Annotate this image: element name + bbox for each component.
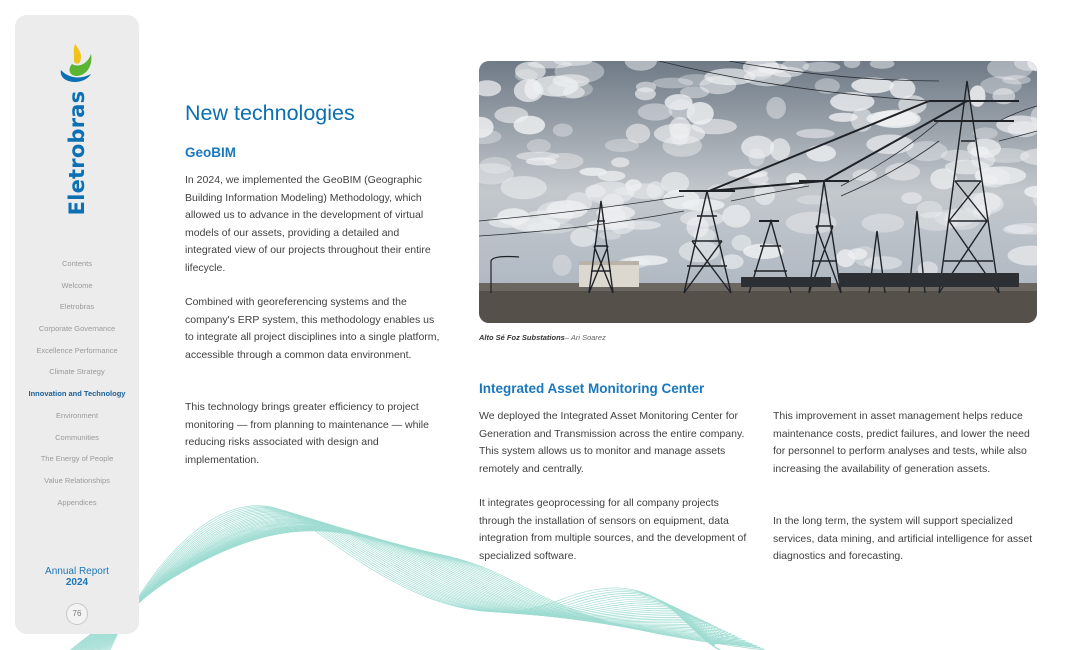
- nav-item-innovation-technology[interactable]: Innovation and Technology: [28, 389, 126, 399]
- eletrobras-wordmark: Eletrobras: [65, 90, 89, 216]
- sidebar-nav: [15, 253, 139, 513]
- nav-item-value-relationships[interactable]: Value Relationships: [44, 475, 110, 485]
- page-title: New technologies: [185, 101, 355, 125]
- iamc-col1-paragraph-1: We deployed the Integrated Asset Monitoring Center for Generation and Transmission across the entire company. This system allows us to monitor and manage assets remotely and centrally.: [479, 410, 745, 475]
- iamc-heading: Integrated Asset Monitoring Center: [479, 381, 705, 396]
- photo-caption: [479, 333, 606, 342]
- geobim-paragraph-2: Combined with georeferencing systems and the company's ERP system, this methodology enables us to integrate all project disciplines into a single platform, accessible through a common data environment.: [185, 296, 440, 361]
- geobim-paragraph-1: In 2024, we implemented the GeoBIM (Geographic Building Information Modeling) Methodology, which allowed us to advance in the development of virtual models of our assets, providing a detailed and integrated view of our projects throughout their entire lifecycle.: [185, 174, 431, 274]
- nav-item-contents[interactable]: Contents: [61, 259, 93, 268]
- geobim-paragraph-3: This technology brings greater efficiency to project monitoring — from planning to maintenance — while reducing risks associated with design and implementation.: [185, 401, 429, 466]
- nav-item-environment[interactable]: Environment: [55, 410, 99, 420]
- caption-credit: – Ari Soarez: [564, 333, 606, 342]
- annual-report-year: 2024: [65, 577, 89, 588]
- page-number: 76: [66, 603, 88, 625]
- iamc-col2-paragraph-1: This improvement in asset management helps reduce maintenance costs, predict failures, and lower the need for personnel to perform analyses and tests, while also increasing the availability of generation assets.: [773, 410, 1030, 475]
- geobim-heading: GeoBIM: [185, 145, 237, 160]
- nav-item-communities[interactable]: Communities: [55, 432, 99, 442]
- nav-item-energy-of-people[interactable]: The Energy of People: [40, 454, 114, 464]
- nav-item-appendices[interactable]: Appendices: [57, 497, 97, 507]
- substation-photo: [479, 61, 1037, 323]
- iamc-col2-paragraph-2: In the long term, the system will support specialized services, data mining, and artificial intelligence for asset diagnostics and forecasting.: [773, 515, 1033, 562]
- nav-item-eletrobras[interactable]: Eletrobras: [59, 302, 95, 312]
- nav-item-welcome[interactable]: Welcome: [61, 280, 93, 290]
- sidebar: [15, 15, 139, 634]
- caption-title: Alto Sé Foz Substations: [479, 333, 565, 342]
- annual-report-label: Annual Report: [45, 566, 109, 577]
- nav-item-climate-strategy[interactable]: Climate Strategy: [49, 367, 105, 377]
- iamc-col1-paragraph-2: It integrates geoprocessing for all company projects through the installation of sensors on equipment, data integration from multiple sources, and the development of specialized software.: [479, 497, 747, 562]
- eletrobras-logo-icon: [58, 42, 94, 84]
- nav-item-excellence-performance[interactable]: Excellence Performance: [36, 345, 118, 355]
- nav-item-corporate-governance[interactable]: Corporate Governance: [38, 324, 116, 334]
